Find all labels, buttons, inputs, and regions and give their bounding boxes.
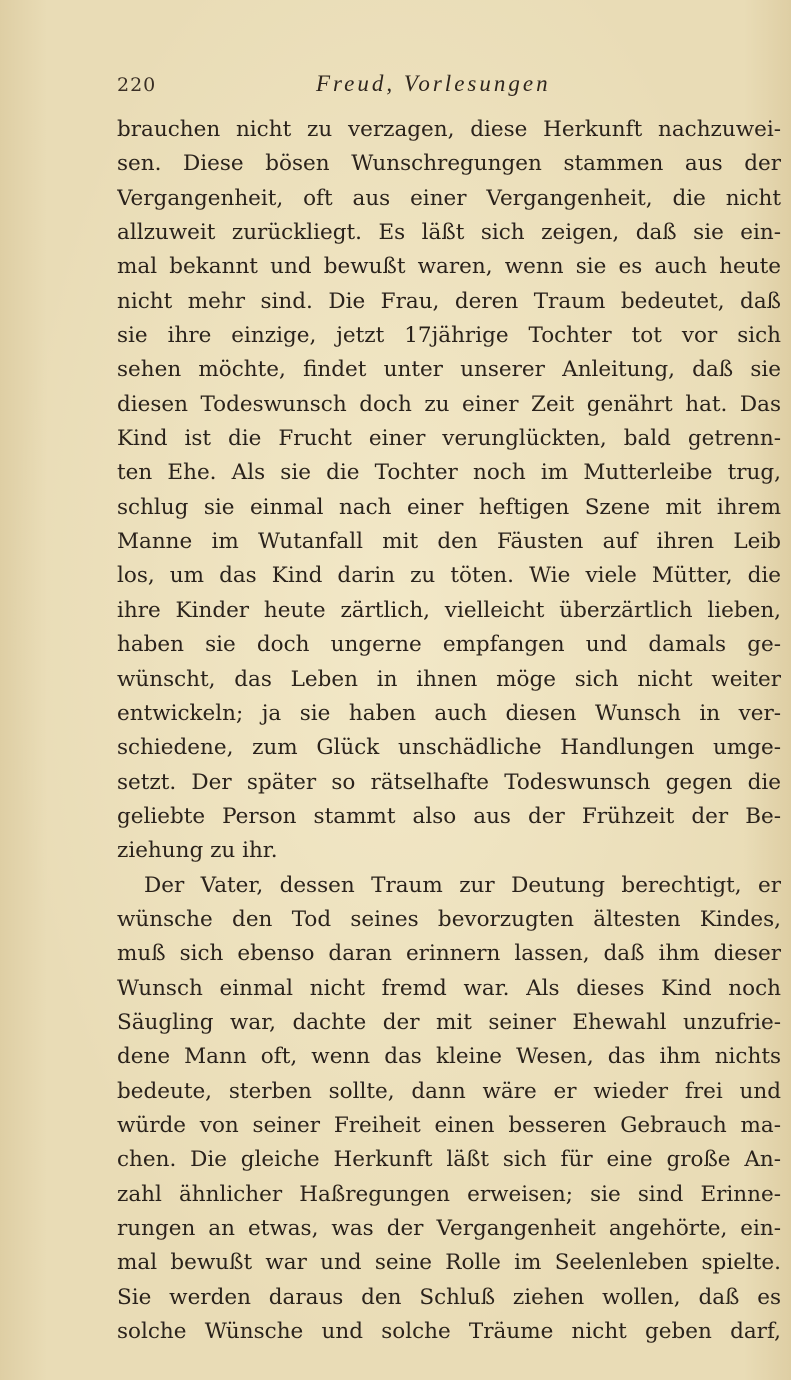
paragraph-start-line: Der Vater, dessen Traum zur Deutung berechtigt, er	[144, 872, 781, 898]
text-line: wünsche den Tod seines bevorzugten ältesten Kindes,	[117, 906, 781, 932]
text-line: schiedene, zum Glück unschädliche Handlungen umge-	[117, 735, 781, 761]
text-line: mal bewußt war und seine Rolle im Seelenleben spielte.	[117, 1250, 781, 1276]
text-line: Kind ist die Frucht einer verunglückten, bald getrenn-	[117, 426, 781, 452]
text-line: muß sich ebenso daran erinnern lassen, daß ihm dieser	[117, 941, 781, 967]
text-line: rungen an etwas, was der Vergangenheit angehörte, ein-	[117, 1216, 781, 1241]
text-line: ten Ehe. Als sie die Tochter noch im Mutterleibe trug,	[117, 460, 781, 486]
paragraph-end-line: ziehung zu ihr.	[117, 838, 278, 864]
text-line: zahl ähnlicher Haßregungen erweisen; sie sind Erinne-	[117, 1181, 781, 1207]
text-line: bedeute, sterben sollte, dann wäre er wieder frei und	[117, 1078, 781, 1104]
running-head	[117, 71, 781, 104]
text-line: mal bekannt und bewußt waren, wenn sie es auch heute	[117, 254, 781, 280]
text-line: Wunsch einmal nicht fremd war. Als dieses Kind noch	[117, 975, 781, 1001]
body-text	[117, 113, 781, 1349]
text-line: haben sie doch ungerne empfangen und damals ge-	[117, 632, 781, 658]
text-line: brauchen nicht zu verzagen, diese Herkunft nachzuwei-	[117, 117, 781, 142]
text-line: dene Mann oft, wenn das kleine Wesen, das ihm nichts	[117, 1044, 781, 1070]
text-line: los, um das Kind darin zu töten. Wie viele Mütter, die	[117, 563, 781, 589]
text-line: chen. Die gleiche Herkunft läßt sich für eine große An-	[117, 1147, 781, 1173]
text-line: diesen Todeswunsch doch zu einer Zeit genährt hat. Das	[117, 391, 781, 417]
text-line: solche Wünsche und solche Träume nicht geben darf,	[117, 1319, 781, 1345]
text-line: sehen möchte, findet unter unserer Anleitung, daß sie	[117, 357, 781, 383]
text-line: geliebte Person stammt also aus der Frühzeit der Be-	[117, 803, 781, 829]
text-line: entwickeln; ja sie haben auch diesen Wunsch in ver-	[117, 700, 781, 726]
text-line: würde von seiner Freiheit einen besseren Gebrauch ma-	[117, 1112, 781, 1138]
text-line: schlug sie einmal nach einer heftigen Szene mit ihrem	[117, 494, 781, 520]
page-number: 220	[117, 74, 157, 96]
text-line: Vergangenheit, oft aus einer Vergangenheit, die nicht	[117, 185, 781, 211]
text-line: allzuweit zurückliegt. Es läßt sich zeigen, daß sie ein-	[117, 220, 781, 246]
text-line: nicht mehr sind. Die Frau, deren Traum bedeutet, daß	[117, 288, 781, 314]
text-line: sen. Diese bösen Wunschregungen stammen aus der	[117, 151, 781, 177]
text-line: Säugling war, dachte der mit seiner Ehewahl unzufrie-	[117, 1009, 781, 1035]
text-line: wünscht, das Leben in ihnen möge sich nicht weiter	[117, 666, 781, 692]
text-line: sie ihre einzige, jetzt 17jährige Tochter tot vor sich	[117, 323, 781, 349]
text-line: setzt. Der später so rätselhafte Todeswunsch gegen die	[117, 769, 781, 795]
text-line: Manne im Wutanfall mit den Fäusten auf ihren Leib	[117, 529, 781, 555]
running-title: Freud, Vorlesungen	[316, 71, 551, 96]
text-line: Sie werden daraus den Schluß ziehen wollen, daß es	[117, 1284, 781, 1310]
text-line: ihre Kinder heute zärtlich, vielleicht überzärtlich lieben,	[117, 597, 781, 623]
